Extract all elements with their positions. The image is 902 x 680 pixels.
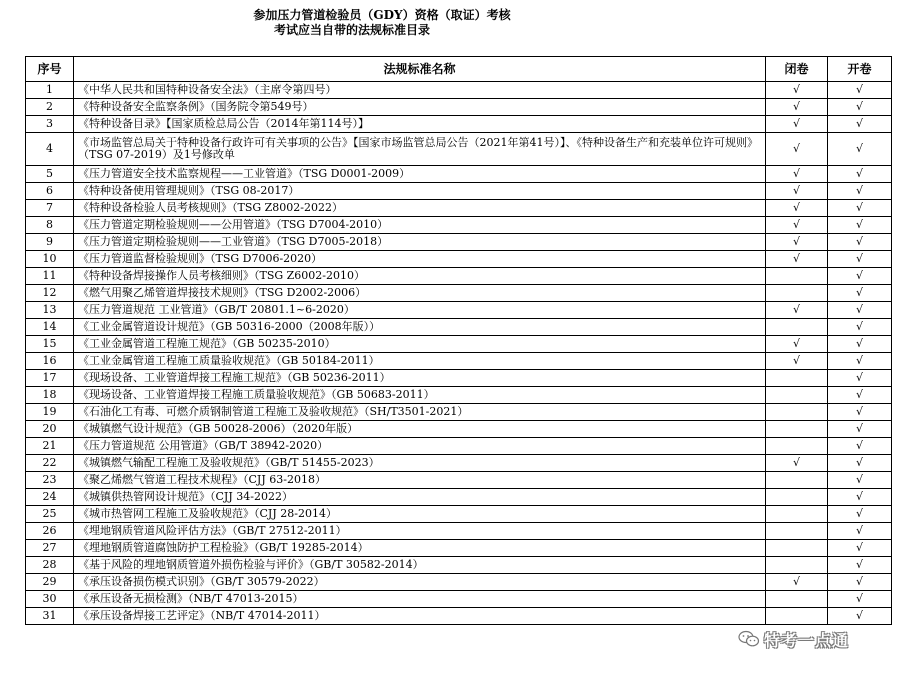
table-row [26,268,892,285]
row-closed-book-mark [766,489,828,506]
row-open-book-mark: √ [828,200,892,217]
table-row [26,387,892,404]
table-row [26,116,892,133]
row-closed-book-mark: √ [766,217,828,234]
table-row [26,200,892,217]
row-open-book-mark: √ [828,404,892,421]
row-regulation-name: 《城市热管网工程施工及验收规范》（CJJ 28-2014） [74,506,766,523]
table-row [26,472,892,489]
table-row [26,217,892,234]
row-regulation-name: 《压力管道规范 工业管道》（GB/T 20801.1~6-2020） [74,302,766,319]
row-closed-book-mark [766,421,828,438]
row-index: 12 [26,285,74,302]
row-open-book-mark: √ [828,489,892,506]
row-open-book-mark: √ [828,523,892,540]
table-row [26,99,892,116]
row-closed-book-mark: √ [766,251,828,268]
row-closed-book-mark [766,285,828,302]
row-open-book-mark: √ [828,370,892,387]
table-row [26,166,892,183]
row-index: 3 [26,116,74,133]
row-regulation-name: 《承压设备无损检测》（NB/T 47013-2015） [74,591,766,608]
table-row [26,523,892,540]
row-regulation-name: 《现场设备、工业管道焊接工程施工质量验收规范》（GB 50683-2011） [74,387,766,404]
row-regulation-name: 《压力管道监督检验规则》（TSG D7006-2020） [74,251,766,268]
table-body [26,82,892,625]
row-regulation-name: 《埋地钢质管道风险评估方法》（GB/T 27512-2011） [74,523,766,540]
table-row [26,285,892,302]
wechat-icon [738,630,760,648]
row-index: 17 [26,370,74,387]
row-regulation-name: 《工业金属管道工程施工质量验收规范》（GB 50184-2011） [74,353,766,370]
row-closed-book-mark: √ [766,183,828,200]
row-closed-book-mark [766,591,828,608]
header-closed-book: 闭卷 [766,57,828,82]
watermark [738,626,888,652]
row-regulation-name: 《燃气用聚乙烯管道焊接技术规则》（TSG D2002-2006） [74,285,766,302]
table-row [26,183,892,200]
row-closed-book-mark [766,319,828,336]
table-row [26,82,892,99]
row-index: 7 [26,200,74,217]
row-closed-book-mark [766,404,828,421]
watermark-text: 特考一点通 [764,630,850,650]
table-row [26,591,892,608]
table-row [26,438,892,455]
row-index: 2 [26,99,74,116]
row-open-book-mark: √ [828,133,892,166]
row-open-book-mark: √ [828,387,892,404]
row-open-book-mark: √ [828,319,892,336]
row-index: 6 [26,183,74,200]
row-regulation-name: 《工业金属管道设计规范》（GB 50316-2000（2008年版）） [74,319,766,336]
row-open-book-mark: √ [828,251,892,268]
row-index: 1 [26,82,74,99]
row-closed-book-mark [766,268,828,285]
row-index: 9 [26,234,74,251]
row-index: 13 [26,302,74,319]
row-closed-book-mark: √ [766,82,828,99]
regulations-table [25,56,892,625]
row-regulation-name: 《特种设备焊接操作人员考核细则》（TSG Z6002-2010） [74,268,766,285]
row-closed-book-mark [766,557,828,574]
row-open-book-mark: √ [828,336,892,353]
row-open-book-mark: √ [828,217,892,234]
row-open-book-mark: √ [828,183,892,200]
row-index: 30 [26,591,74,608]
row-open-book-mark: √ [828,285,892,302]
row-closed-book-mark: √ [766,116,828,133]
row-regulation-name: 《承压设备损伤模式识别》（GB/T 30579-2022） [74,574,766,591]
row-index: 31 [26,608,74,625]
row-open-book-mark: √ [828,421,892,438]
table-header-row [26,57,892,82]
row-closed-book-mark [766,608,828,625]
row-open-book-mark: √ [828,591,892,608]
row-regulation-name: 《压力管道规范 公用管道》（GB/T 38942-2020） [74,438,766,455]
row-open-book-mark: √ [828,116,892,133]
header-open-book: 开卷 [828,57,892,82]
row-open-book-mark: √ [828,234,892,251]
table-row [26,574,892,591]
row-regulation-name: 《压力管道安全技术监察规程——工业管道》（TSG D0001-2009） [74,166,766,183]
row-regulation-name: 《特种设备目录》【国家质检总局公告（2014年第114号）】 [74,116,766,133]
row-index: 10 [26,251,74,268]
row-regulation-name: 《特种设备安全监察条例》（国务院令第549号） [74,99,766,116]
row-open-book-mark: √ [828,302,892,319]
row-regulation-name: 《石油化工有毒、可燃介质钢制管道工程施工及验收规范》（SH/T3501-2021） [74,404,766,421]
row-closed-book-mark [766,506,828,523]
row-index: 29 [26,574,74,591]
row-open-book-mark: √ [828,574,892,591]
row-open-book-mark: √ [828,506,892,523]
row-closed-book-mark [766,438,828,455]
row-closed-book-mark: √ [766,99,828,116]
row-regulation-name: 《承压设备焊接工艺评定》（NB/T 47014-2011） [74,608,766,625]
row-index: 23 [26,472,74,489]
row-closed-book-mark: √ [766,200,828,217]
row-index: 24 [26,489,74,506]
row-index: 11 [26,268,74,285]
row-open-book-mark: √ [828,268,892,285]
table-row [26,489,892,506]
row-regulation-name: 《中华人民共和国特种设备安全法》（主席令第四号） [74,82,766,99]
row-open-book-mark: √ [828,82,892,99]
table-row [26,251,892,268]
row-closed-book-mark [766,472,828,489]
table-row [26,540,892,557]
row-open-book-mark: √ [828,540,892,557]
row-regulation-name: 《工业金属管道工程施工规范》（GB 50235-2010） [74,336,766,353]
row-closed-book-mark [766,523,828,540]
document-title: 参加压力管道检验员（GDY）资格（取证）考核 [253,8,511,22]
row-open-book-mark: √ [828,353,892,370]
row-open-book-mark: √ [828,99,892,116]
row-closed-book-mark: √ [766,133,828,166]
row-open-book-mark: √ [828,166,892,183]
row-regulation-name: 《现场设备、工业管道焊接工程施工规范》（GB 50236-2011） [74,370,766,387]
table-row [26,370,892,387]
row-open-book-mark: √ [828,557,892,574]
header-name: 法规标准名称 [74,57,766,82]
row-index: 21 [26,438,74,455]
table-row [26,608,892,625]
row-regulation-name: 《城镇燃气输配工程施工及验收规范》（GB/T 51455-2023） [74,455,766,472]
row-closed-book-mark [766,370,828,387]
row-open-book-mark: √ [828,438,892,455]
row-regulation-name: 《市场监管总局关于特种设备行政许可有关事项的公告》【国家市场监管总局公告（2021年第41号）】、《特种设备生产和充装单位许可规则》（TSG 07-2019）及1号修改单 [74,133,766,166]
row-index: 8 [26,217,74,234]
row-closed-book-mark [766,387,828,404]
row-index: 28 [26,557,74,574]
row-regulation-name: 《城镇供热管网设计规范》（CJJ 34-2022） [74,489,766,506]
table-row [26,421,892,438]
row-regulation-name: 《特种设备使用管理规则》（TSG 08-2017） [74,183,766,200]
row-open-book-mark: √ [828,608,892,625]
row-closed-book-mark: √ [766,353,828,370]
row-index: 18 [26,387,74,404]
row-regulation-name: 《城镇燃气设计规范》（GB 50028-2006）（2020年版） [74,421,766,438]
row-open-book-mark: √ [828,455,892,472]
header-index: 序号 [26,57,74,82]
row-index: 20 [26,421,74,438]
row-index: 22 [26,455,74,472]
row-index: 25 [26,506,74,523]
row-closed-book-mark: √ [766,455,828,472]
table-row [26,234,892,251]
row-closed-book-mark: √ [766,166,828,183]
row-closed-book-mark [766,540,828,557]
row-index: 5 [26,166,74,183]
row-regulation-name: 《压力管道定期检验规则——工业管道》（TSG D7005-2018） [74,234,766,251]
table-row [26,319,892,336]
row-regulation-name: 《聚乙烯燃气管道工程技术规程》（CJJ 63-2018） [74,472,766,489]
row-regulation-name: 《基于风险的埋地钢质管道外损伤检验与评价》（GB/T 30582-2014） [74,557,766,574]
table-row [26,455,892,472]
row-index: 15 [26,336,74,353]
table-row [26,353,892,370]
table-row [26,133,892,166]
document-subtitle: 考试应当自带的法规标准目录 [273,23,430,37]
row-regulation-name: 《压力管道定期检验规则——公用管道》（TSG D7004-2010） [74,217,766,234]
row-index: 19 [26,404,74,421]
table-row [26,336,892,353]
table-row [26,404,892,421]
row-closed-book-mark: √ [766,574,828,591]
row-index: 16 [26,353,74,370]
row-regulation-name: 《特种设备检验人员考核规则》（TSG Z8002-2022） [74,200,766,217]
row-index: 14 [26,319,74,336]
row-closed-book-mark: √ [766,302,828,319]
table-row [26,302,892,319]
row-index: 26 [26,523,74,540]
row-open-book-mark: √ [828,472,892,489]
table-row [26,557,892,574]
row-closed-book-mark: √ [766,336,828,353]
row-index: 27 [26,540,74,557]
row-closed-book-mark: √ [766,234,828,251]
row-index: 4 [26,133,74,166]
table-row [26,506,892,523]
row-regulation-name: 《埋地钢质管道腐蚀防护工程检验》（GB/T 19285-2014） [74,540,766,557]
